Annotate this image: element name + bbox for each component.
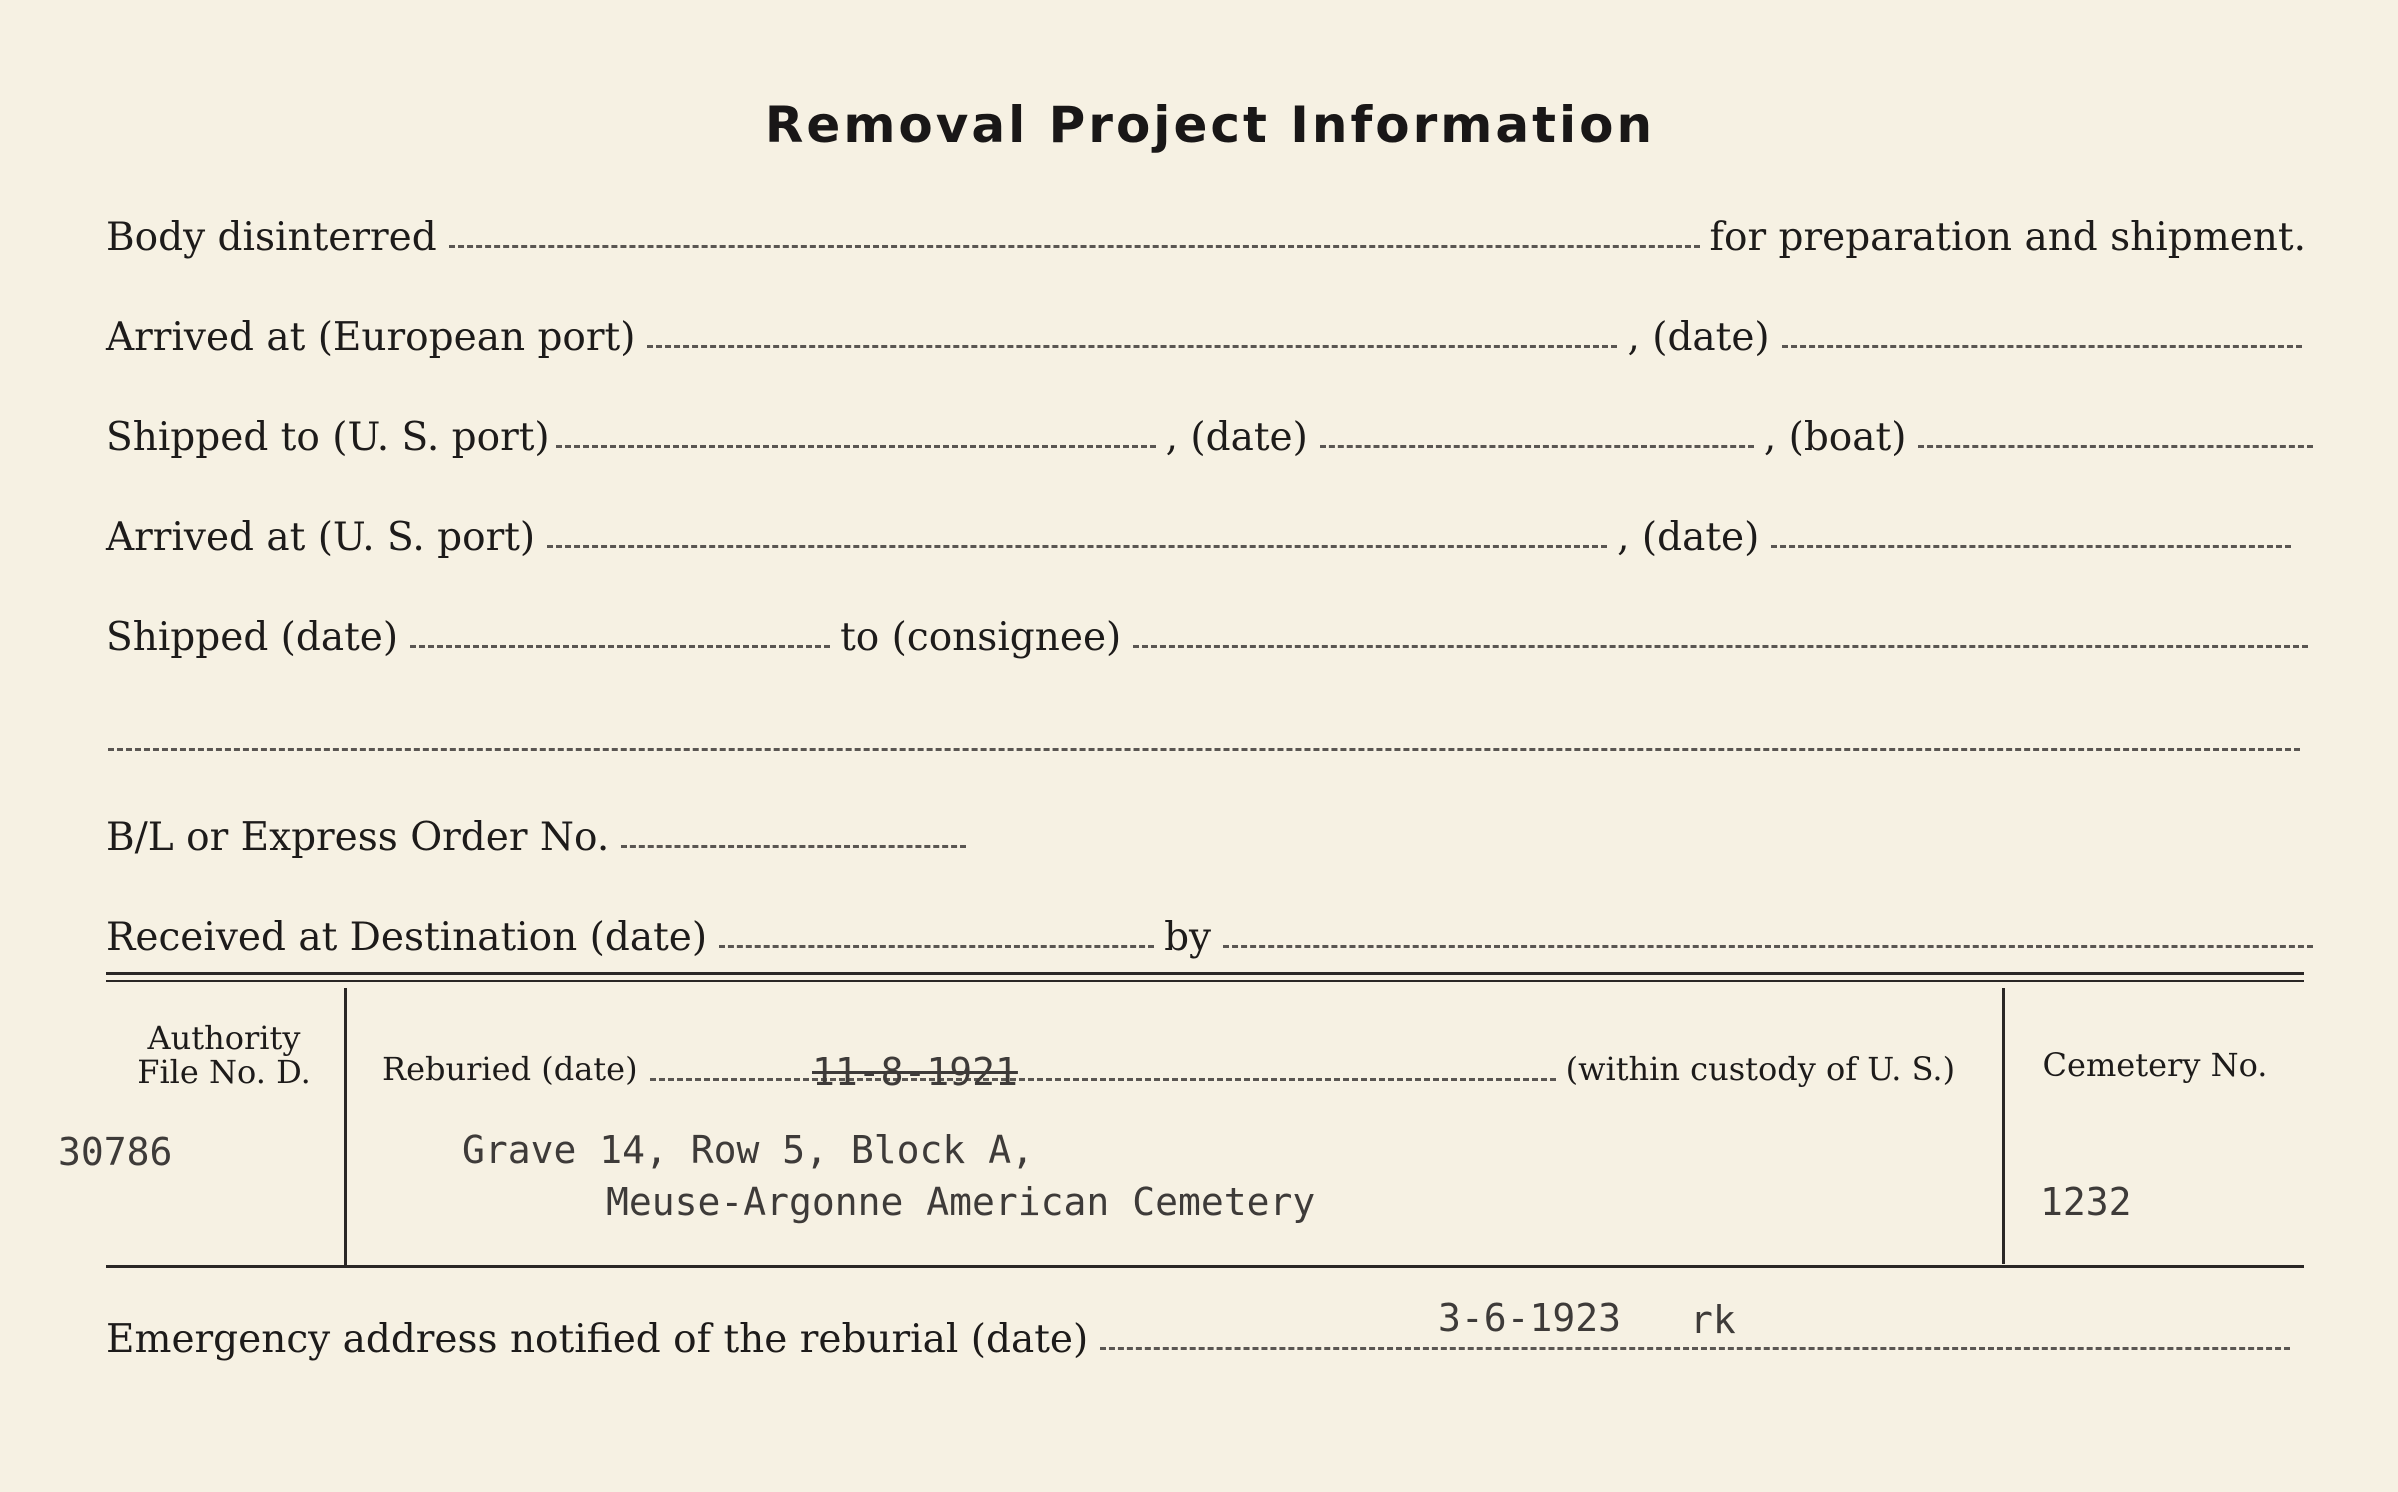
body-disinterred-field[interactable] (449, 245, 1700, 248)
grave-line-1: Grave 14, Row 5, Block A, (462, 1128, 1034, 1172)
row-arrived-us (106, 515, 2301, 560)
row-shipped-date (106, 615, 2318, 660)
authority-value: 30786 (58, 1130, 173, 1174)
emergency-label: Emergency address notified of the reburial (date) (106, 1317, 1089, 1362)
table-top-rule (106, 972, 2304, 975)
shipped-date-value-field[interactable] (410, 645, 830, 648)
card-title: Removal Project Information (764, 96, 1656, 154)
by-label: by (1164, 915, 1212, 960)
date-label-1: , (date) (1627, 315, 1770, 360)
shipped-date-label: Shipped (date) (106, 615, 399, 660)
cemetery-value: 1232 (2040, 1180, 2132, 1224)
row-bl-order (106, 815, 976, 860)
date-label-3: , (date) (1617, 515, 1760, 560)
boat-field[interactable] (1918, 445, 2313, 448)
consignee-field[interactable] (1133, 645, 2308, 648)
bl-order-field[interactable] (621, 845, 966, 848)
received-label: Received at Destination (date) (106, 915, 708, 960)
reburied-row (382, 1050, 1955, 1088)
grave-line-2: Meuse-Argonne American Cemetery (606, 1180, 1316, 1224)
authority-label: Authority File No. D. (137, 1019, 311, 1091)
received-by-field[interactable] (1223, 945, 2313, 948)
reburied-date-field[interactable] (650, 1078, 1556, 1081)
boat-label: , (boat) (1763, 415, 1907, 460)
received-date-field[interactable] (719, 945, 1154, 948)
us-port-field[interactable] (556, 445, 1156, 448)
row-arrived-european (106, 315, 2312, 360)
emergency-date-value: 3-6-1923 (1438, 1296, 1622, 1340)
arrived-us-port-field[interactable] (547, 545, 1607, 548)
reburied-label: Reburied (date) (382, 1050, 638, 1088)
european-date-field[interactable] (1782, 345, 2302, 348)
date-label-2: , (date) (1165, 415, 1308, 460)
body-disinterred-label: Body disinterred (106, 215, 437, 260)
emergency-initials: rk (1690, 1298, 1736, 1342)
table-divider-left (344, 988, 347, 1266)
row-shipped-to (106, 415, 2323, 460)
cemetery-label: Cemetery No. (2042, 1046, 2268, 1084)
to-consignee-label: to (consignee) (840, 615, 1122, 660)
shipped-to-label: Shipped to (U. S. port) (106, 415, 550, 460)
for-preparation-label: for preparation and shipment. (1709, 215, 2306, 260)
custody-label: (within custody of U. S.) (1565, 1050, 1956, 1088)
european-port-field[interactable] (647, 345, 1617, 348)
arrived-us-date-field[interactable] (1771, 545, 2291, 548)
consignee-continuation-field[interactable] (108, 748, 2300, 751)
table-divider-right (2002, 988, 2005, 1264)
shipped-date-field[interactable] (1320, 445, 1754, 448)
bl-order-label: B/L or Express Order No. (106, 815, 610, 860)
arrived-european-label: Arrived at (European port) (106, 315, 636, 360)
arrived-us-label: Arrived at (U. S. port) (106, 515, 536, 560)
emergency-date-field[interactable] (1100, 1347, 2290, 1350)
table-top-rule-2 (106, 980, 2304, 982)
reburied-date-value: 11-8-1921 (812, 1050, 1018, 1094)
table-bottom-rule (106, 1265, 2304, 1268)
row-body-disinterred (106, 215, 2306, 260)
row-received (106, 915, 2323, 960)
